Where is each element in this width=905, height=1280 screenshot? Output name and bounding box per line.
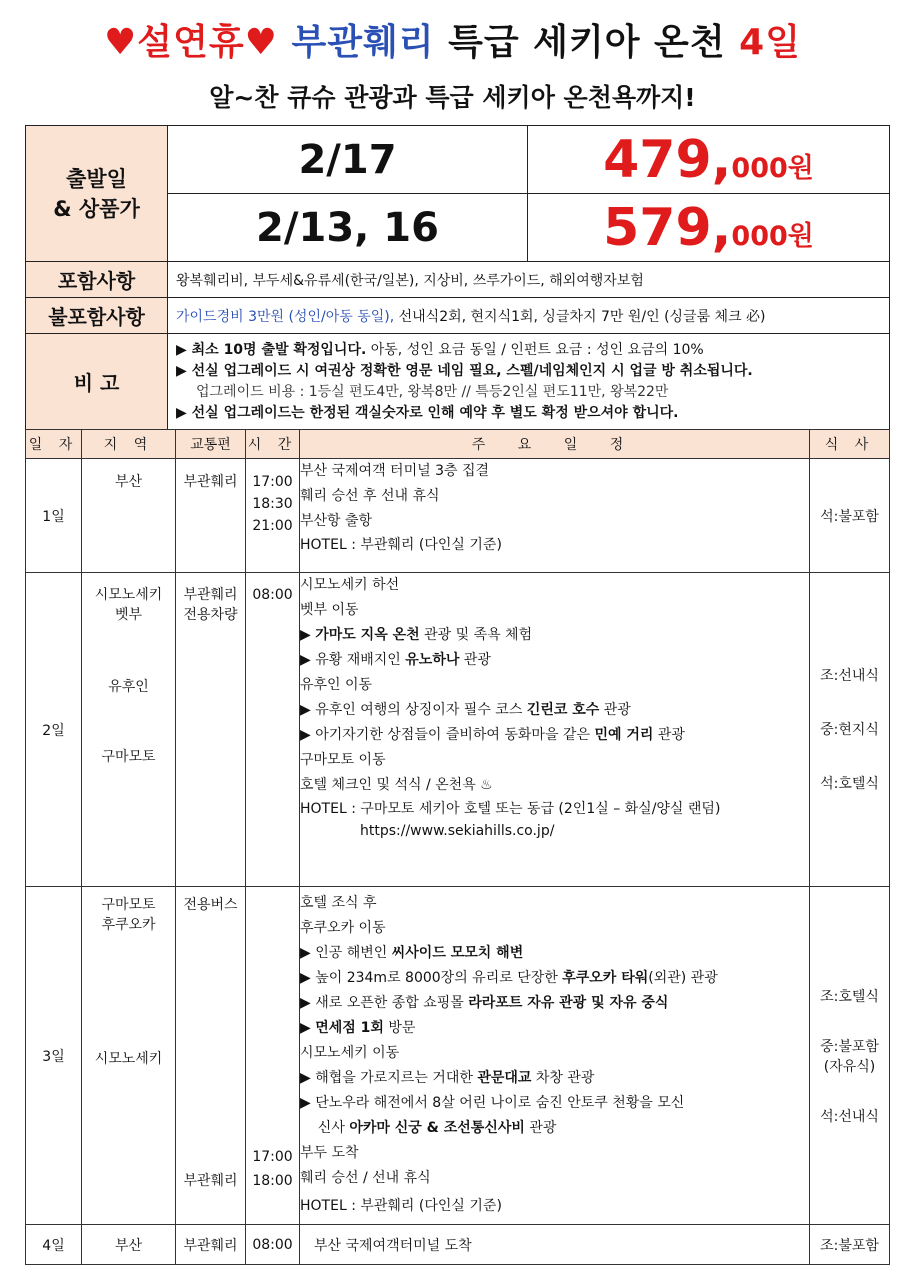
transport-cell: 부관훼리 xyxy=(176,1225,246,1265)
transport-cell: 부관훼리 xyxy=(176,459,246,573)
region-cell: 시모노세키 벳부 유후인 구마모토 xyxy=(82,573,176,887)
day-row xyxy=(26,887,890,1225)
notes-label: 비 고 xyxy=(26,334,168,430)
plan-line: ▶ 새로 오픈한 종합 쇼핑몰 라라포트 자유 관광 및 자유 중식 xyxy=(300,995,669,1011)
header-transport: 교통편 xyxy=(176,430,246,459)
header-region: 지 역 xyxy=(82,430,176,459)
departure-date: 2/13, 16 xyxy=(168,194,528,262)
plan-line: 부산 국제여객 터미널 3층 집결 xyxy=(300,463,489,479)
excluded-label: 불포함사항 xyxy=(26,298,168,334)
plan-line: 유후인 이동 xyxy=(300,677,373,693)
day-row xyxy=(26,459,890,573)
title-ferry: 부관훼리 xyxy=(291,22,435,63)
time-cell: 17:00 18:30 21:00 xyxy=(246,459,300,573)
plan-line: ▶ 유후인 여행의 상징이자 필수 코스 긴린코 호수 관광 xyxy=(300,702,631,718)
day-cell: 1일 xyxy=(26,459,82,573)
meal-cell: 석:불포함 xyxy=(810,459,890,573)
plan-line: 벳부 이동 xyxy=(300,602,359,618)
plan-line: ▶ 면세점 1회 방문 xyxy=(300,1020,416,1036)
plan-line: 훼리 승선 / 선내 휴식 xyxy=(300,1170,431,1186)
plan-line: 시모노세키 이동 xyxy=(300,1045,400,1061)
note-line: ▶ 선실 업그레이드는 한정된 객실숫자로 인해 예약 후 별도 확정 받으셔야 합니다. xyxy=(176,404,679,421)
plan-line: 훼리 승선 후 선내 휴식 xyxy=(300,488,440,504)
plan-line: ▶ 높이 234m로 8000장의 유리로 단장한 후쿠오카 타워(외관) 관광 xyxy=(300,970,718,986)
page-subtitle: 알~찬 큐슈 관광과 특급 세키아 온천욕까지! xyxy=(209,83,696,112)
plan-cell: 부산 국제여객터미널 도착 xyxy=(300,1225,810,1265)
plan-list xyxy=(300,573,809,798)
meal-cell: 조:호텔식 중:불포함 (자유식) 석:선내식 xyxy=(810,887,890,1225)
plan-line: 구마모토 이동 xyxy=(300,752,386,768)
title-days: 4일 xyxy=(739,22,801,63)
note-line: ▶ 최소 10명 출발 확정입니다. 아동, 성인 요금 동일 / 인펀트 요금 : 성인 요금의 10% xyxy=(176,341,704,358)
header-plan: 주 요 일 정 xyxy=(300,430,810,459)
region-cell: 구마모토 후쿠오카 시모노세키 xyxy=(82,887,176,1225)
time-cell: 08:00 xyxy=(246,573,300,887)
plan-cell xyxy=(300,887,810,1225)
plan-line: 호텔 조식 후 xyxy=(300,895,377,911)
note-line: 업그레이드 비용 : 1등실 편도4만, 왕복8만 // 특등2인실 편도11만, 왕복22만 xyxy=(196,383,669,400)
region-cell: 부산 xyxy=(82,459,176,573)
day-row xyxy=(26,573,890,887)
plan-line: 호텔 체크인 및 석식 / 온천욕 ♨ xyxy=(300,777,493,793)
day-cell: 2일 xyxy=(26,573,82,887)
plan-line: 부두 도착 xyxy=(300,1145,359,1161)
title-holiday: ♥설연휴♥ xyxy=(104,22,278,63)
departure-label: 출발일 & 상품가 xyxy=(26,126,168,262)
plan-line: ▶ 가마도 지옥 온천 관광 및 족욕 체험 xyxy=(300,627,533,643)
header-meal: 식 사 xyxy=(810,430,890,459)
title-onsen: 특급 세키아 온천 xyxy=(448,22,726,63)
day-row xyxy=(26,1225,890,1265)
plan-line: 신사 아카마 신궁 & 조선통신사비 관광 xyxy=(300,1120,557,1136)
time-cell: 08:00 xyxy=(246,1225,300,1265)
excluded-text: 가이드경비 3만원 (성인/아동 동일), 선내식2회, 현지식1회, 싱글차지 7만 원/인 (싱글룸 체크 必) xyxy=(168,298,890,334)
price: 579,000원 xyxy=(528,194,890,262)
included-label: 포함사항 xyxy=(26,262,168,298)
day-cell: 4일 xyxy=(26,1225,82,1265)
schedule-table xyxy=(25,429,890,1265)
page-title xyxy=(0,14,905,65)
plan-line: ▶ 아기자기한 상점들이 즐비하여 동화마을 같은 민예 거리 관광 xyxy=(300,727,685,743)
hotel-info: HOTEL : 구마모토 세키아 호텔 또는 동급 (2인1실 – 화실/양실 랜덤) https://www.sekiahills.co.jp/ xyxy=(300,798,809,842)
plan-cell xyxy=(300,573,810,887)
hotel-url: https://www.sekiahills.co.jp/ xyxy=(360,823,555,839)
departure-date: 2/17 xyxy=(168,126,528,194)
time-cell: 17:00 18:00 xyxy=(246,887,300,1225)
plan-line: ▶ 해협을 가로지르는 거대한 관문대교 차창 관광 xyxy=(300,1070,595,1086)
plan-line: 부산항 출항 xyxy=(300,513,373,529)
plan-line: ▶ 인공 해변인 씨사이드 모모치 해변 xyxy=(300,945,524,961)
meal-cell: 조:불포함 xyxy=(810,1225,890,1265)
hotel-info: HOTEL : 부관훼리 (다인실 기준) xyxy=(300,537,502,553)
plan-line: 시모노세키 하선 xyxy=(300,577,400,593)
plan-list xyxy=(300,887,809,1191)
transport-cell: 전용버스 부관훼리 xyxy=(176,887,246,1225)
plan-line: ▶ 단노우라 해전에서 8살 어린 나이로 숨진 안토쿠 천황을 모신 xyxy=(300,1095,685,1111)
meal-cell: 조:선내식 중:현지식 석:호텔식 xyxy=(810,573,890,887)
note-line: ▶ 선실 업그레이드 시 여권상 정확한 영문 네임 필요, 스펠/네임체인지 시 업글 방 취소됩니다. xyxy=(176,362,753,379)
plan-cell xyxy=(300,459,810,573)
region-cell: 부산 xyxy=(82,1225,176,1265)
transport-cell: 부관훼리 전용차량 xyxy=(176,573,246,887)
plan-line: ▶ 유황 재배지인 유노하나 관광 xyxy=(300,652,491,668)
plan-line: 후쿠오카 이동 xyxy=(300,920,386,936)
info-table xyxy=(25,125,890,430)
included-text: 왕복훼리비, 부두세&유류세(한국/일본), 지상비, 쓰루가이드, 해외여행자보험 xyxy=(168,262,890,298)
day-cell: 3일 xyxy=(26,887,82,1225)
header-time: 시 간 xyxy=(246,430,300,459)
header-day: 일 자 xyxy=(26,430,82,459)
price: 479,000원 xyxy=(528,126,890,194)
notes-text xyxy=(168,334,890,430)
hotel-info: HOTEL : 부관훼리 (다인실 기준) xyxy=(300,1198,502,1214)
